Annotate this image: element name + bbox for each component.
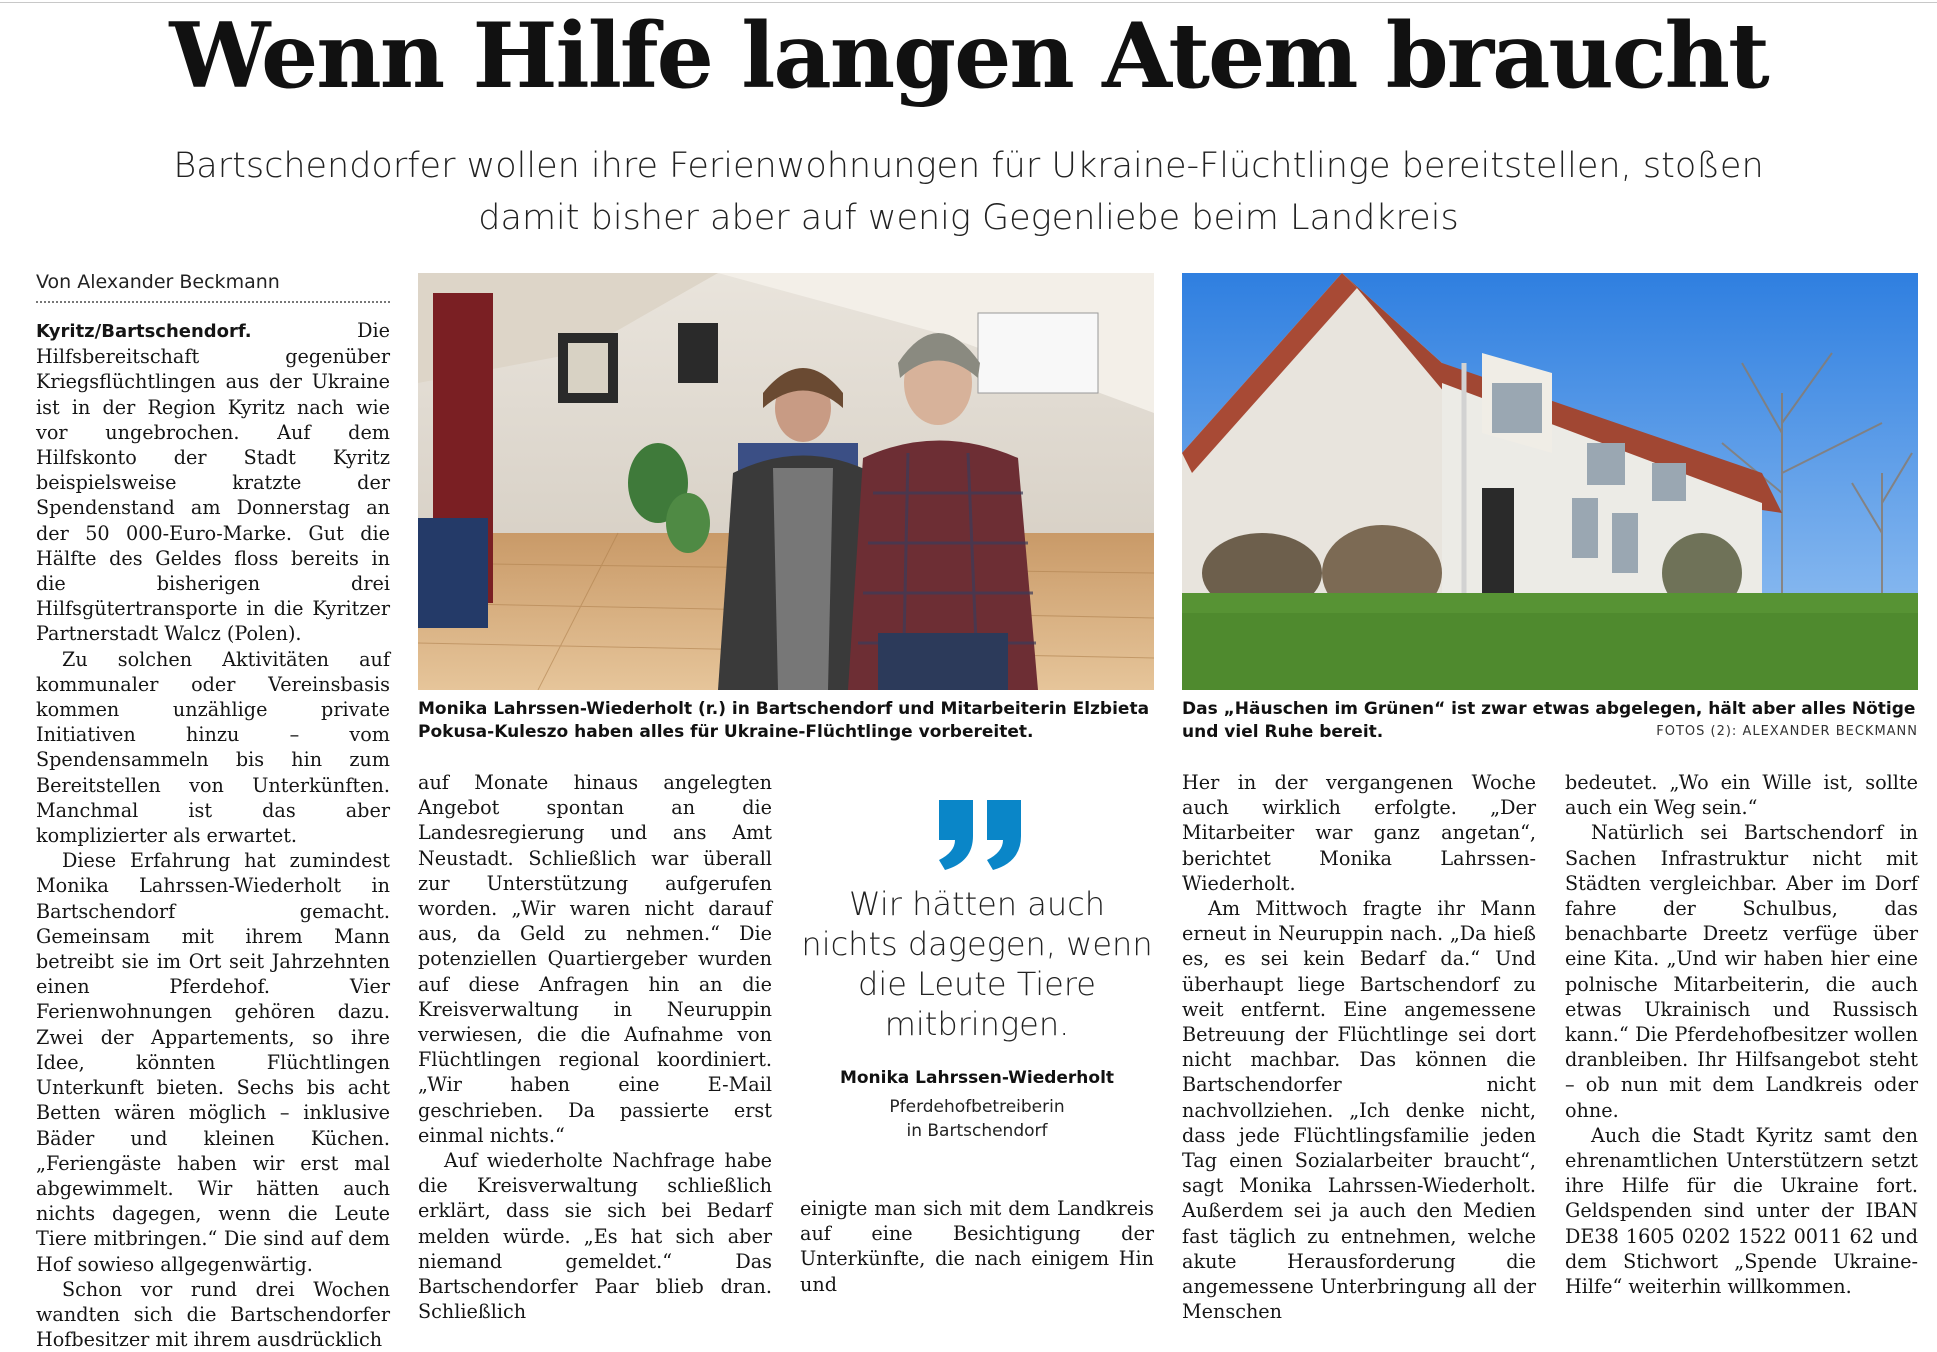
photo-house-image [1182,273,1918,690]
article-column-1 [36,318,390,1352]
headline: Wenn Hilfe langen Atem braucht [169,3,1768,109]
paragraph: Am Mittwoch fragte ihr Mann erneut in Neuruppin nach. „Da hieß es, es sei kein Bedarf da.“ Und überhaupt liege Bartschendorf zu weit entfernt. Eine angemessene Betreuung der Flüchtlinge sei dort nicht machbar. Das können die Bartschendorfer nicht nachvollziehen. „Ich denke nicht, dass jede Flüchtlingsfamilie jeden Tag einen Sozialarbeiter braucht“, sagt Monika Lahrssen-Wiederholt. Außerdem sei ja auch den Medien fast täglich zu entnehmen, welche akute Herausforderung die angemessene Unterbringung all der Menschen [1182,897,1536,1324]
photo-interior [418,273,1154,690]
paragraph-text: Die Hilfsbereitschaft gegenüber Kriegsflüchtlingen aus der Ukraine ist in der Region Kyritz nach wie vor ungebrochen. Auf dem Hilfskonto der Stadt Kyritz beispielsweise kratzte der Spendenstand am Donnerstag an der 50 000-Euro-Marke. Gut die Hälfte des Geldes floss bereits in die bisherigen drei Hilfsgütertransporte in die Kyritzer Partnerstadt Walcz (Polen). [36,319,390,646]
photo-house [1182,273,1918,690]
paragraph: Diese Erfahrung hat zumindest Monika Lahrssen-Wiederholt in Bartschendorf gemacht. Gemeinsam mit ihrem Mann betreibt sie im Ort seit Jahrzehnten einen Pferdehof. Vier Ferienwohnungen gehören dazu. Zwei der Appartements, so ihre Idee, könnten Flüchtlingen Unterkunft bieten. Sechs bis acht Betten wären möglich – inklusive Bäder und kleinen Küchen. „Feriengäste haben wir erst mal abgewimmelt. Wir hätten auch nichts dagegen, wenn die Leute Tiere mitbringen.“ Die sind auf dem Hof sowieso allgegenwärtig. [36,849,390,1276]
dateline: Kyritz/Bartschendorf. [36,321,252,342]
subheadline: Bartschendorfer wollen ihre Ferienwohnungen für Ukraine-Flüchtlinge bereitstellen, stoßen damit bisher aber auf wenig Gegenliebe beim Landkreis [173,146,1764,238]
quote-mark-icon [935,800,1025,870]
byline: Von Alexander Beckmann [36,271,390,303]
photo-interior-image [418,273,1154,690]
article-column-2 [418,770,772,1324]
paragraph: Zu solchen Aktivitäten auf kommunaler oder Vereinsbasis kommen unzählige private Initiativen hinzu – vom Spendensammeln bis hin zum Bereitstellen von Unterkünften. Manchmal ist das aber komplizierter als erwartet. [36,647,390,848]
paragraph: auf Monate hinaus angelegten Angebot spontan an die Landesregierung und ans Amt Neustadt. Schließlich war überall zur Unterstützung aufgerufen worden. „Wir waren nicht darauf aus, da Geld zu nehmen.“ Die potenziellen Quartiergeber wurden auf diese Anfragen hin an die Kreisverwaltung in Neuruppin verwiesen, die die Aufnahme von Flüchtlingen regional koordiniert. „Wir haben eine E-Mail geschrieben. Da passierte erst einmal nichts.“ [418,771,772,1147]
pullquote-text: Wir hätten auch nichts dagegen, wenn die Leute Tiere mitbringen. [801,885,1153,1043]
paragraph: bedeutet. „Wo ein Wille ist, sollte auch ein Weg sein.“ [1565,771,1918,820]
pullquote-name: Monika Lahrssen-Wiederholt [839,1068,1115,1088]
photo-credit: FOTOS (2): ALEXANDER BECKMANN [1656,724,1918,739]
paragraph: Natürlich sei Bartschendorf in Sachen Infrastruktur nicht mit Städten vergleichbar. Aber im Dorf fahre der Schulbus, das benachbarte Dreetz verfüge über eine Kita. „Und wir haben hier eine polnische Mitarbeiterin, die auch etwas Ukrainisch und Russisch kann.“ Die Pferdehofbesitzer wollen dranbleiben. Ihr Hilfsangebot steht – ob nun mit dem Landkreis oder ohne. [1565,821,1918,1122]
article-column-4 [1182,770,1536,1324]
pullquote-role-line-2: in Bartschendorf [906,1121,1048,1141]
photo-caption-2: Das „Häuschen im Grünen“ ist zwar etwas abgelegen, hält aber alles Nötige und viel Ruhe bereit. [1182,699,1916,742]
paragraph: Her in der vergangenen Woche auch wirklich erfolgte. „Der Mitarbeiter war ganz angetan“, berichtet Monika Lahrssen-Wiederholt. [1182,771,1536,895]
paragraph [36,318,390,647]
paragraph: Schon vor rund drei Wochen wandten sich die Bartschendorfer Hofbesitzer mit ihrem ausdrücklich [36,1277,390,1352]
pullquote-role [800,1095,1154,1143]
paragraph: einigte man sich mit dem Landkreis auf eine Besichtigung der Unterkünfte, die nach einigem Hin und [800,1197,1154,1296]
pullquote-role-line-1: Pferdehofbetreiberin [889,1097,1065,1117]
paragraph: Auf wiederholte Nachfrage habe die Kreisverwaltung schließlich erklärt, dass sie sich bei Bedarf melden würde. „Es hat sich aber niemand gemeldet.“ Das Bartschendorfer Paar blieb dran. Schließlich [418,1149,772,1324]
article-column-3 [800,1196,1154,1297]
article-column-5 [1565,770,1918,1299]
paragraph: Auch die Stadt Kyritz samt den ehrenamtlichen Unterstützern setzt ihre Hilfe für die Ukraine fort. Geldspenden sind unter der IBAN DE38 1605 0202 1522 0011 62 und dem Stichwort „Spende Ukraine-Hilfe“ weiterhin willkommen. [1565,1123,1918,1299]
photo-caption-1: Monika Lahrssen-Wiederholt (r.) in Bartschendorf und Mitarbeiterin Elzbieta Pokusa-Kuleszo haben alles für Ukraine-Flüchtlinge vorbereitet. [418,699,1150,742]
